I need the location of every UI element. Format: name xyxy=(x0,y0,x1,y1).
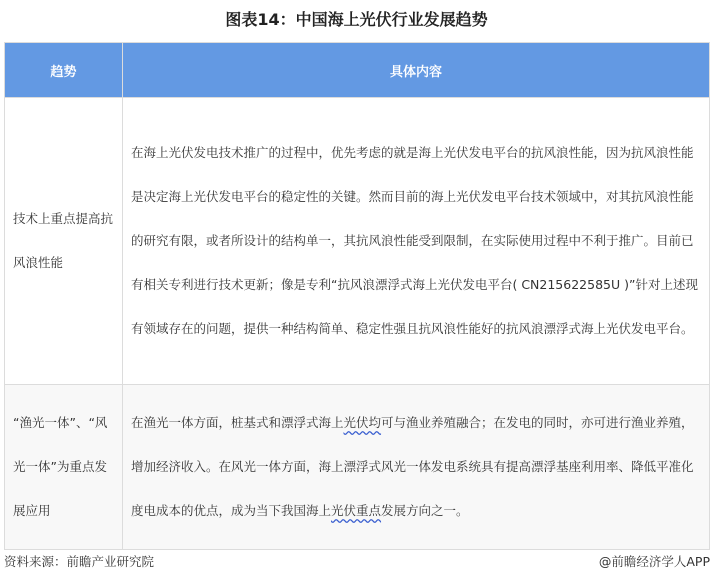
source-note: 资料来源：前瞻产业研究院 xyxy=(4,554,155,569)
table-header-row xyxy=(5,43,710,98)
content-text: 发展方向之一。 xyxy=(381,503,469,518)
footer xyxy=(4,552,710,572)
content-cell xyxy=(123,385,710,550)
content-text: 可与渔业养殖融合；在发电的同时，亦可进行渔业养殖，增加经济收入。在风光一体方面，海上漂浮式风光一体发电系统具有提高漂浮基座利用率、降低平准化度电成本的优点，成为当下我国海上 xyxy=(131,415,694,518)
spellcheck-underlined-text: 光伏均 xyxy=(343,415,382,430)
trend-cell: “渔光一体”、“风光一体”为重点发展应用 xyxy=(5,385,123,550)
content-text: 在渔光一体方面，桩基式和漂浮式海上 xyxy=(131,415,344,430)
header-content: 具体内容 xyxy=(123,43,710,98)
credit: @前瞻经济学人APP xyxy=(598,554,710,569)
table-row xyxy=(5,385,710,550)
table-row xyxy=(5,98,710,385)
spellcheck-underlined-text: 光伏重点 xyxy=(331,503,382,518)
chart-title: 图表14：中国海上光伏行业发展趋势 xyxy=(225,10,488,29)
trend-cell: 技术上重点提高抗风浪性能 xyxy=(5,98,123,385)
content-cell: 在海上光伏发电技术推广的过程中，优先考虑的就是海上光伏发电平台的抗风浪性能，因为抗风浪性能是决定海上光伏发电平台的稳定性的关键。然而目前的海上光伏发电平台技术领域中，对其抗风浪性能的研究有限，或者所设计的结构单一，其抗风浪性能受到限制，在实际使用过程中不利于推广。目前已有相关专利进行技术更新；像是专利“抗风浪漂浮式海上光伏发电平台( CN215622585U )”针对上述现有领域存在的问题，提供一种结构简单、稳定性强且抗风浪性能好的抗风浪漂浮式海上光伏发电平台。 xyxy=(123,98,710,385)
trend-table xyxy=(4,42,710,550)
header-trend: 趋势 xyxy=(5,43,123,98)
